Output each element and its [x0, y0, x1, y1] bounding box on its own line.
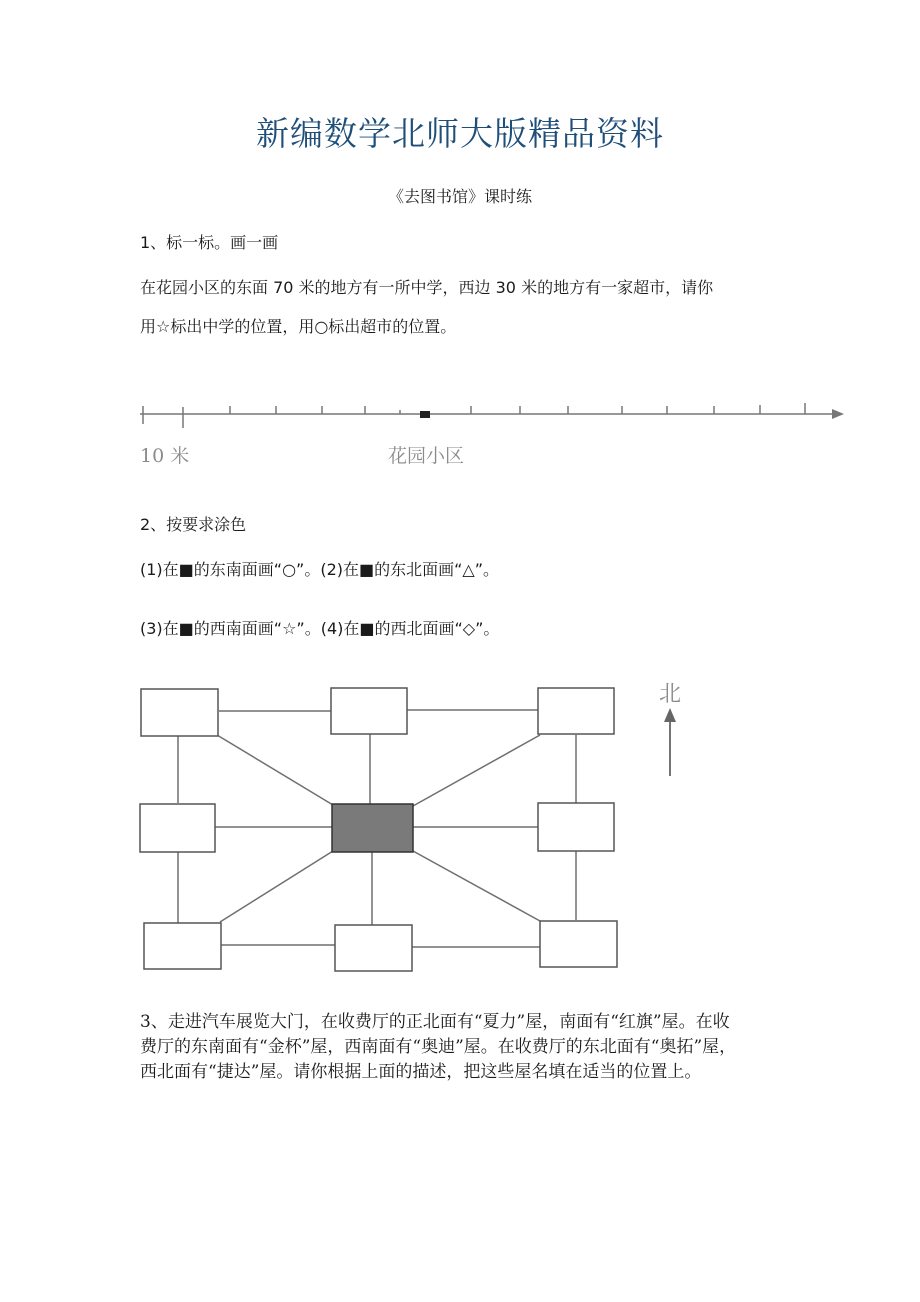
page-title: 新编数学北师大版精品资料: [256, 114, 664, 153]
q2-heading: 2、按要求涂色: [140, 515, 247, 534]
box-southeast: [540, 921, 617, 967]
box-west: [140, 804, 215, 852]
connector: [220, 851, 333, 922]
q3-line3: 西北面有“捷达”屋。请你根据上面的描述，把这些屋名填在适当的位置上。: [140, 1062, 702, 1082]
box-north: [331, 688, 407, 734]
center-box: [332, 804, 413, 852]
q1-text-line1: 在花园小区的东面 70 米的地方有一所中学，西边 30 米的地方有一家超市，请你: [140, 278, 714, 297]
north-label: 北: [659, 682, 682, 707]
page-subtitle: 《去图书馆》课时练: [387, 187, 532, 206]
axis-label-10m: 10 米: [140, 445, 190, 467]
box-east: [538, 803, 614, 851]
q1-heading: 1、标一标。画一画: [140, 233, 279, 252]
connector: [217, 735, 333, 805]
box-northwest: [141, 689, 218, 736]
garden-community-marker: [420, 411, 430, 418]
axis-label-garden: 花园小区: [388, 445, 465, 467]
north-arrow-head: [664, 708, 676, 722]
connector: [413, 851, 540, 921]
q3-line1: 3、走进汽车展览大门，在收费厅的正北面有“夏力”屋，南面有“红旗”屋。在收: [140, 1012, 730, 1032]
box-northeast: [538, 688, 614, 734]
q2-line2: (3)在■的西南面画“☆”。(4)在■的西北面画“◇”。: [140, 619, 500, 638]
box-southwest: [144, 923, 221, 969]
number-line-arrow: [832, 409, 844, 419]
q3-line2: 费厅的东南面有“金杯”屋，西南面有“奥迪”屋。在收费厅的东北面有“奥拓”屋，: [140, 1037, 737, 1057]
connector: [413, 735, 540, 806]
q2-line1: (1)在■的东南面画“○”。(2)在■的东北面画“△”。: [140, 560, 499, 579]
box-south: [335, 925, 412, 971]
q1-text-line2: 用☆标出中学的位置，用○标出超市的位置。: [140, 317, 457, 336]
